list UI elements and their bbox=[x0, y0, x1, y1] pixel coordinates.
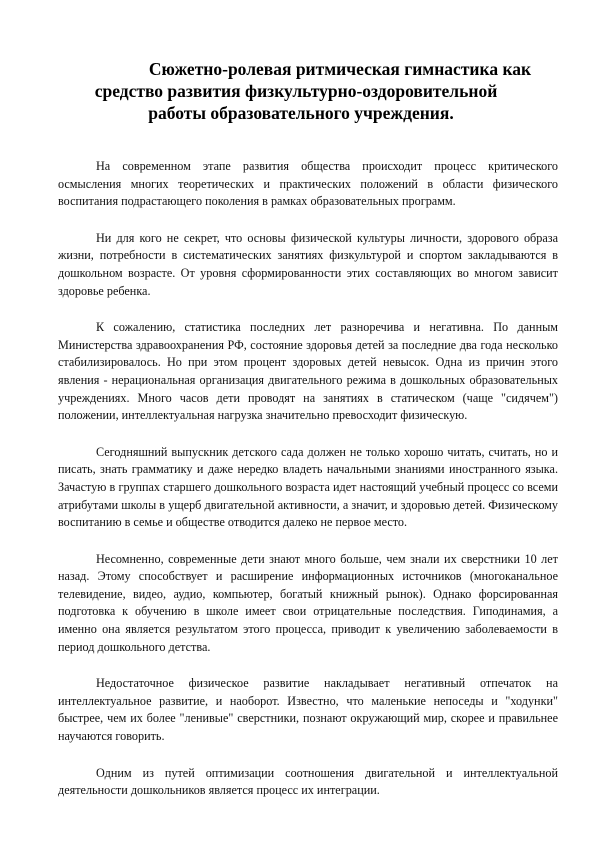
title-line-2: средство развития физкультурно-оздоровительной bbox=[94, 81, 498, 101]
paragraph-5: Несомненно, современные дети знают много больше, чем знали их сверстники 10 лет назад. Этому способствует и расширение информационных источников (многоканальное телевидение, видео, аудио, компьютер, богатый книжный рынок). Однако форсированная подготовка к обучению в школе имеет свои отрицательные последствия. Гиподинамия, а именно она является результатом этого процесса, приводит к увеличению заболеваемости в период дошкольного детства. bbox=[58, 551, 558, 654]
document-page bbox=[58, 58, 558, 819]
document-title bbox=[58, 58, 558, 124]
paragraph-7: Одним из путей оптимизации соотношения двигательной и интеллектуальной деятельности дошкольников является процесс их интеграции. bbox=[58, 765, 558, 798]
paragraph-1: На современном этапе развития общества происходит процесс критического осмысления многих теоретических и практических положений в области физического воспитания подрастающего поколения в рамках образовательных программ. bbox=[58, 159, 558, 209]
paragraph-3: К сожалению, статистика последних лет разноречива и негативна. По данным Министерства здравоохранения РФ, состояние здоровья детей за последние два года несколько стабилизировалось. Но при этом процент здоровых детей невысок. Одна из причин этого явления - нерациональная организация двигательного режима в дошкольных образовательных учреждениях. Много часов дети проводят на занятиях в статическом (чаще "сидячем") положении, интеллектуальная нагрузка значительно превосходит физическую. bbox=[58, 320, 558, 423]
paragraph-2: Ни для кого не секрет, что основы физической культуры личности, здорового образа жизни, потребности в систематических занятиях физкультурой и спортом закладываются в дошкольном возрасте. От уровня сформированности этих составляющих во многом зависит здоровье ребенка. bbox=[58, 230, 558, 298]
paragraph-6: Недостаточное физическое развитие накладывает негативный отпечаток на интеллектуальное развитие, и наоборот. Известно, что маленькие непоседы и "ходунки" быстрее, чем их более "ленивые" сверстники, познают окружающий мир, скорее и правильнее научаются говорить. bbox=[58, 676, 558, 744]
title-line-1: Сюжетно-ролевая ритмическая гимнастика как bbox=[148, 59, 532, 79]
title-line-3: работы образовательного учреждения. bbox=[148, 103, 454, 123]
paragraph-4: Сегодняшний выпускник детского сада должен не только хорошо читать, считать, но и писать, знать грамматику и даже нередко владеть начальными знаниями иностранного языка. Зачастую в группах старшего дошкольного возраста идет настоящий учебный процесс со всеми атрибутами школы в ущерб двигательной активности, а значит, и здоровью детей. Физическому воспитанию в семье и обществе отводится далеко не первое место. bbox=[58, 444, 558, 530]
